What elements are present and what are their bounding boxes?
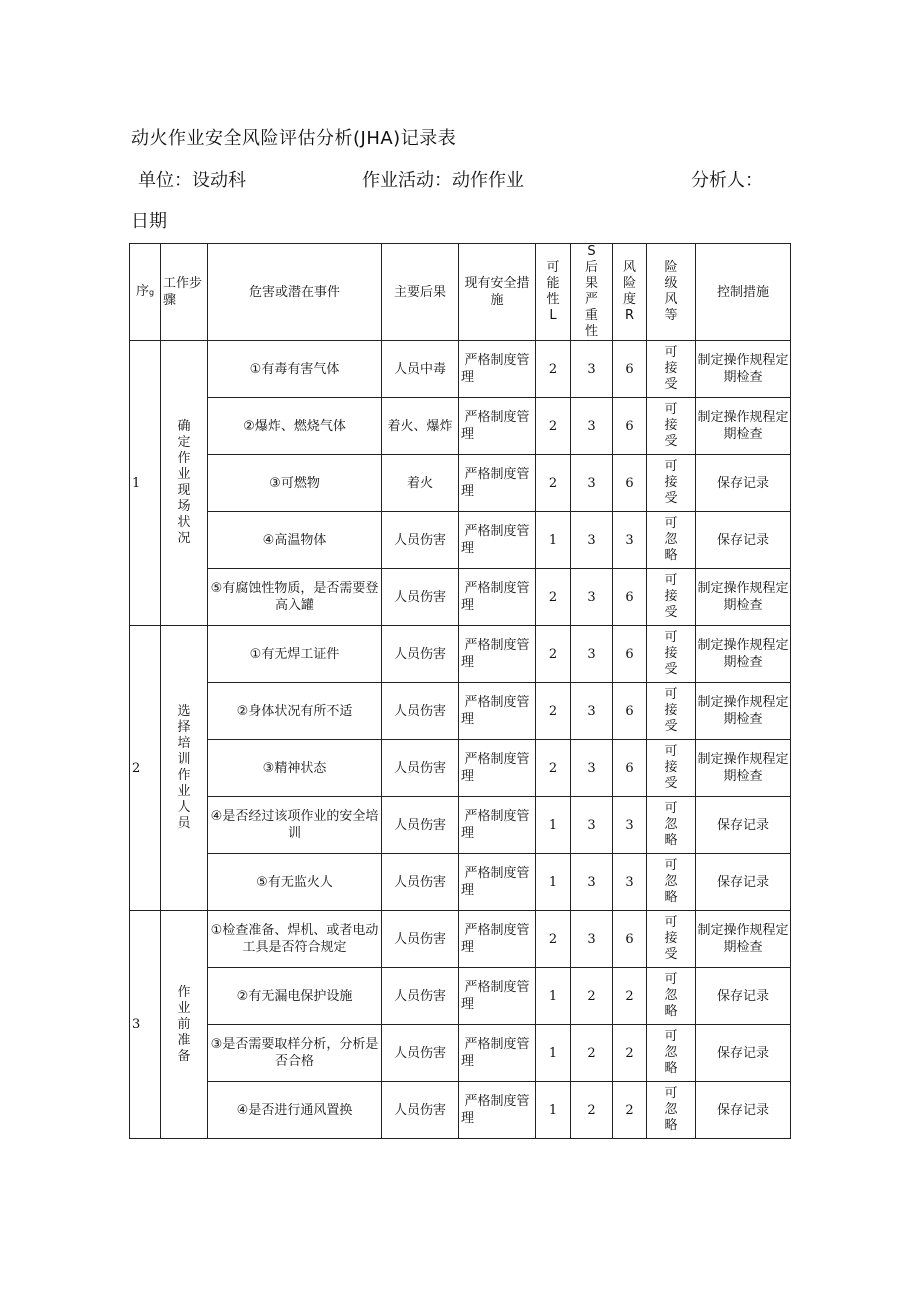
table-row bbox=[130, 740, 791, 797]
group-seq: 2 bbox=[130, 626, 161, 911]
consequence-cell: 人员伤害 bbox=[382, 683, 459, 740]
control-cell: 制定操作规程定期检查 bbox=[696, 626, 791, 683]
control-cell: 保存记录 bbox=[696, 1082, 791, 1139]
group-step bbox=[161, 626, 208, 911]
level-label: 可接受 bbox=[664, 744, 678, 791]
control-cell: 制定操作规程定期检查 bbox=[696, 569, 791, 626]
risk-cell: 3 bbox=[613, 512, 647, 569]
control-cell: 保存记录 bbox=[696, 968, 791, 1025]
table-row bbox=[130, 626, 791, 683]
level-label: 可忽略 bbox=[664, 972, 678, 1019]
hazard-cell: ③是否需要取样分析，分析是否合格 bbox=[208, 1025, 382, 1082]
consequence-cell: 人员中毒 bbox=[382, 341, 459, 398]
level-label: 可接受 bbox=[664, 630, 678, 677]
level-cell bbox=[647, 911, 696, 968]
severity-cell: 3 bbox=[571, 797, 613, 854]
hazard-cell: ③可燃物 bbox=[208, 455, 382, 512]
consequence-cell: 人员伤害 bbox=[382, 1025, 459, 1082]
risk-cell: 6 bbox=[613, 455, 647, 512]
table-row bbox=[130, 512, 791, 569]
table-row bbox=[130, 1025, 791, 1082]
group-seq: 1 bbox=[130, 341, 161, 626]
measures-cell: 严格制度管理 bbox=[459, 854, 536, 911]
table-row bbox=[130, 455, 791, 512]
level-label: 可接受 bbox=[664, 573, 678, 620]
severity-cell: 3 bbox=[571, 911, 613, 968]
table-row bbox=[130, 341, 791, 398]
risk-cell: 6 bbox=[613, 398, 647, 455]
col-severity: S后果严重性 bbox=[571, 244, 613, 341]
risk-cell: 6 bbox=[613, 569, 647, 626]
likelihood-cell: 2 bbox=[536, 341, 571, 398]
consequence-cell: 人员伤害 bbox=[382, 740, 459, 797]
level-cell bbox=[647, 398, 696, 455]
consequence-cell: 人员伤害 bbox=[382, 1082, 459, 1139]
level-cell bbox=[647, 1025, 696, 1082]
likelihood-cell: 1 bbox=[536, 1082, 571, 1139]
hazard-cell: ⑤有无监火人 bbox=[208, 854, 382, 911]
level-label: 可忽略 bbox=[664, 858, 678, 905]
level-cell bbox=[647, 626, 696, 683]
level-label: 可接受 bbox=[664, 915, 678, 962]
likelihood-cell: 1 bbox=[536, 968, 571, 1025]
control-cell: 保存记录 bbox=[696, 854, 791, 911]
measures-cell: 严格制度管理 bbox=[459, 341, 536, 398]
level-label: 可忽略 bbox=[664, 1086, 678, 1133]
group-step-label: 选择培训作业人员 bbox=[177, 704, 191, 831]
col-likelihood: 可能性L bbox=[536, 244, 571, 341]
hazard-cell: ①检查准备、焊机、或者电动工具是否符合规定 bbox=[208, 911, 382, 968]
consequence-cell: 人员伤害 bbox=[382, 626, 459, 683]
group-step bbox=[161, 341, 208, 626]
control-cell: 保存记录 bbox=[696, 512, 791, 569]
likelihood-cell: 2 bbox=[536, 569, 571, 626]
measures-cell: 严格制度管理 bbox=[459, 626, 536, 683]
group-step-label: 作业前准备 bbox=[177, 984, 191, 1064]
risk-cell: 6 bbox=[613, 911, 647, 968]
level-cell bbox=[647, 569, 696, 626]
level-cell bbox=[647, 854, 696, 911]
severity-cell: 3 bbox=[571, 626, 613, 683]
table-row bbox=[130, 683, 791, 740]
measures-cell: 严格制度管理 bbox=[459, 569, 536, 626]
hazard-cell: ③精神状态 bbox=[208, 740, 382, 797]
control-cell: 保存记录 bbox=[696, 455, 791, 512]
level-cell bbox=[647, 740, 696, 797]
group-seq: 3 bbox=[130, 911, 161, 1139]
risk-cell: 2 bbox=[613, 1082, 647, 1139]
measures-cell: 严格制度管理 bbox=[459, 683, 536, 740]
control-cell: 制定操作规程定期检查 bbox=[696, 911, 791, 968]
measures-cell: 严格制度管理 bbox=[459, 911, 536, 968]
activity-label: 作业活动：动作作业 bbox=[362, 170, 524, 191]
risk-cell: 3 bbox=[613, 854, 647, 911]
likelihood-cell: 1 bbox=[536, 512, 571, 569]
severity-cell: 3 bbox=[571, 398, 613, 455]
severity-cell: 3 bbox=[571, 854, 613, 911]
hazard-cell: ①有无焊工证件 bbox=[208, 626, 382, 683]
level-label: 可接受 bbox=[664, 459, 678, 506]
risk-cell: 3 bbox=[613, 797, 647, 854]
severity-cell: 3 bbox=[571, 740, 613, 797]
likelihood-cell: 2 bbox=[536, 455, 571, 512]
likelihood-cell: 2 bbox=[536, 683, 571, 740]
consequence-cell: 人员伤害 bbox=[382, 911, 459, 968]
col-level: 险级风等 bbox=[647, 244, 696, 341]
jha-table bbox=[129, 243, 791, 1139]
measures-cell: 严格制度管理 bbox=[459, 797, 536, 854]
severity-cell: 3 bbox=[571, 341, 613, 398]
risk-cell: 6 bbox=[613, 626, 647, 683]
level-cell bbox=[647, 341, 696, 398]
control-cell: 制定操作规程定期检查 bbox=[696, 740, 791, 797]
col-risk: 风险度R bbox=[613, 244, 647, 341]
table-row bbox=[130, 1082, 791, 1139]
level-label: 可忽略 bbox=[664, 1029, 678, 1076]
consequence-cell: 人员伤害 bbox=[382, 569, 459, 626]
table-row bbox=[130, 797, 791, 854]
level-label: 可接受 bbox=[664, 687, 678, 734]
col-measures: 现有安全措施 bbox=[459, 244, 536, 341]
severity-cell: 3 bbox=[571, 683, 613, 740]
col-consequence: 主要后果 bbox=[382, 244, 459, 341]
table-row bbox=[130, 911, 791, 968]
level-label: 可忽略 bbox=[664, 801, 678, 848]
hazard-cell: ②爆炸、燃烧气体 bbox=[208, 398, 382, 455]
level-label: 可忽略 bbox=[664, 516, 678, 563]
consequence-cell: 人员伤害 bbox=[382, 968, 459, 1025]
level-cell bbox=[647, 512, 696, 569]
consequence-cell: 人员伤害 bbox=[382, 512, 459, 569]
hazard-cell: ②身体状况有所不适 bbox=[208, 683, 382, 740]
level-label: 可接受 bbox=[664, 345, 678, 392]
col-step: 工作步骤 bbox=[161, 244, 208, 341]
likelihood-cell: 2 bbox=[536, 911, 571, 968]
risk-cell: 6 bbox=[613, 683, 647, 740]
consequence-cell: 人员伤害 bbox=[382, 854, 459, 911]
consequence-cell: 着火、爆炸 bbox=[382, 398, 459, 455]
group-step-label: 确定作业现场状况 bbox=[177, 419, 191, 546]
measures-cell: 严格制度管理 bbox=[459, 398, 536, 455]
table-row bbox=[130, 398, 791, 455]
hazard-cell: ④是否经过该项作业的安全培训 bbox=[208, 797, 382, 854]
likelihood-cell: 2 bbox=[536, 398, 571, 455]
col-hazard: 危害或潜在事件 bbox=[208, 244, 382, 341]
severity-cell: 2 bbox=[571, 968, 613, 1025]
table-row bbox=[130, 569, 791, 626]
table-body bbox=[130, 341, 791, 1139]
severity-cell: 2 bbox=[571, 1082, 613, 1139]
measures-cell: 严格制度管理 bbox=[459, 1025, 536, 1082]
measures-cell: 严格制度管理 bbox=[459, 1082, 536, 1139]
control-cell: 制定操作规程定期检查 bbox=[696, 683, 791, 740]
risk-cell: 2 bbox=[613, 968, 647, 1025]
measures-cell: 严格制度管理 bbox=[459, 968, 536, 1025]
group-step bbox=[161, 911, 208, 1139]
likelihood-cell: 2 bbox=[536, 626, 571, 683]
severity-cell: 2 bbox=[571, 1025, 613, 1082]
consequence-cell: 着火 bbox=[382, 455, 459, 512]
likelihood-cell: 2 bbox=[536, 740, 571, 797]
control-cell: 制定操作规程定期检查 bbox=[696, 398, 791, 455]
hazard-cell: ①有毒有害气体 bbox=[208, 341, 382, 398]
severity-cell: 3 bbox=[571, 512, 613, 569]
severity-cell: 3 bbox=[571, 569, 613, 626]
likelihood-cell: 1 bbox=[536, 1025, 571, 1082]
col-control: 控制措施 bbox=[696, 244, 791, 341]
measures-cell: 严格制度管理 bbox=[459, 512, 536, 569]
level-cell bbox=[647, 455, 696, 512]
analyst-label: 分析人： bbox=[691, 170, 763, 191]
consequence-cell: 人员伤害 bbox=[382, 797, 459, 854]
table-row bbox=[130, 968, 791, 1025]
level-label: 可接受 bbox=[664, 402, 678, 449]
hazard-cell: ⑤有腐蚀性物质，是否需要登高入罐 bbox=[208, 569, 382, 626]
hazard-cell: ④高温物体 bbox=[208, 512, 382, 569]
level-cell bbox=[647, 1082, 696, 1139]
level-cell bbox=[647, 683, 696, 740]
col-seq: 序g bbox=[130, 244, 161, 341]
measures-cell: 严格制度管理 bbox=[459, 455, 536, 512]
hazard-cell: ④是否进行通风置换 bbox=[208, 1082, 382, 1139]
unit-label: 单位：设动科 bbox=[138, 170, 246, 191]
measures-cell: 严格制度管理 bbox=[459, 740, 536, 797]
likelihood-cell: 1 bbox=[536, 854, 571, 911]
table-row bbox=[130, 854, 791, 911]
risk-cell: 6 bbox=[613, 740, 647, 797]
control-cell: 保存记录 bbox=[696, 1025, 791, 1082]
severity-cell: 3 bbox=[571, 455, 613, 512]
hazard-cell: ②有无漏电保护设施 bbox=[208, 968, 382, 1025]
likelihood-cell: 1 bbox=[536, 797, 571, 854]
level-cell bbox=[647, 968, 696, 1025]
control-cell: 保存记录 bbox=[696, 797, 791, 854]
risk-cell: 2 bbox=[613, 1025, 647, 1082]
date-label: 日期 bbox=[131, 211, 167, 232]
level-cell bbox=[647, 797, 696, 854]
control-cell: 制定操作规程定期检查 bbox=[696, 341, 791, 398]
risk-cell: 6 bbox=[613, 341, 647, 398]
page-title: 动火作业安全风险评估分析(JHA)记录表 bbox=[131, 128, 457, 149]
header-row bbox=[130, 244, 791, 341]
